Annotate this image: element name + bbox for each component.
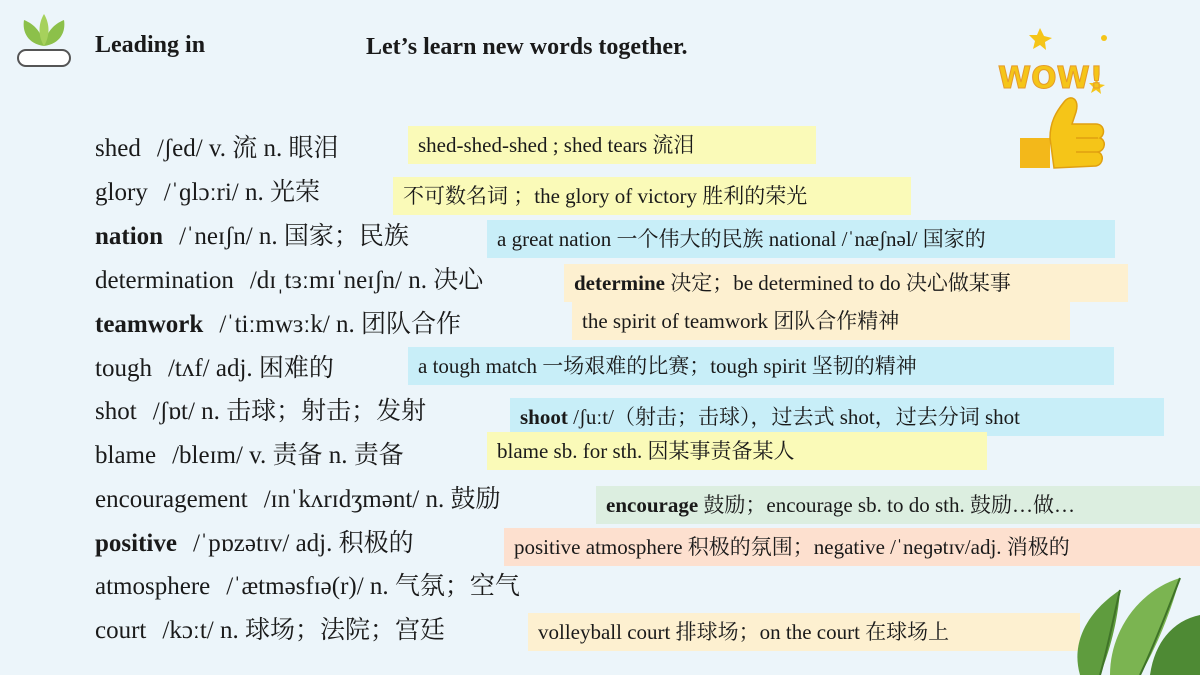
- vocab-row: [95, 128, 339, 164]
- plant-decoration: [1060, 560, 1200, 675]
- vocab-word: encouragement: [95, 486, 248, 513]
- vocab-definition: /ɪnˈkʌrɪdʒmənt/ n. 鼓励: [263, 486, 501, 513]
- vocab-note: [596, 486, 1200, 524]
- vocab-definition: /ʃɒt/ n. 击球；射击；发射: [152, 398, 427, 425]
- vocab-note: [564, 264, 1128, 302]
- vocab-definition: /ʃed/ v. 流 n. 眼泪: [156, 135, 339, 162]
- vocab-definition: /kɔːt/ n. 球场；法院；宫廷: [162, 617, 446, 644]
- vocab-word: nation: [95, 223, 164, 250]
- vocab-row: [95, 523, 414, 559]
- vocab-note-text: the spirit of teamwork 团队合作精神: [582, 309, 900, 333]
- vocab-word: atmosphere: [95, 573, 211, 600]
- vocab-definition: /bleɪm/ v. 责备 n. 责备: [172, 442, 404, 469]
- vocab-note-keyword: encourage: [606, 493, 699, 517]
- vocab-note-text: /ʃuːt/（射击；击球），过去式 shot，过去分词 shot: [567, 405, 1020, 429]
- vocab-row: [95, 391, 426, 427]
- vocab-note: [393, 177, 911, 215]
- vocab-word: court: [95, 617, 147, 644]
- vocab-note-text: positive atmosphere 积极的氛围；negative /ˈneɡətɪv/adj. 消极的: [514, 535, 1070, 559]
- vocab-note: [510, 398, 1164, 436]
- vocab-word: blame: [95, 442, 157, 469]
- vocab-definition: /tʌf/ adj. 困难的: [167, 355, 334, 382]
- vocab-note: [408, 347, 1114, 385]
- vocab-definition: /ˈætməsfɪə(r)/ n. 气氛；空气: [226, 573, 520, 600]
- vocab-note-text: 鼓励；encourage sb. to do sth. 鼓励…做…: [698, 493, 1075, 517]
- vocab-definition: /ˈneɪʃn/ n. 国家；民族: [179, 223, 409, 250]
- vocab-row: [95, 435, 404, 471]
- section-title: Leading in: [95, 32, 206, 58]
- vocab-word: determination: [95, 267, 234, 294]
- vocab-row: [95, 479, 500, 515]
- vocab-row: [95, 610, 445, 646]
- vocab-definition: /ˈɡlɔːri/ n. 光荣: [163, 179, 321, 206]
- vocab-note-text: a great nation 一个伟大的民族 national /ˈnæʃnəl/ 国家的: [497, 227, 986, 251]
- vocab-row: [95, 566, 520, 602]
- vocab-note: [408, 126, 816, 164]
- wow-thumbs-up-sticker: [992, 20, 1132, 170]
- vocab-definition: /ˈpɒzətɪv/ adj. 积极的: [192, 530, 414, 557]
- wow-text: WOW!: [998, 61, 1104, 96]
- vocab-note-text: blame sb. for sth. 因某事责备某人: [497, 439, 795, 463]
- vocab-note-text: 决定；be determined to do 决心做某事: [664, 271, 1011, 295]
- vocab-word: teamwork: [95, 311, 204, 338]
- vocab-note: [487, 220, 1115, 258]
- vocab-note-keyword: determine: [574, 271, 665, 295]
- vocab-row: [95, 172, 320, 208]
- vocab-note-text: shed-shed-shed ; shed tears 流泪: [418, 133, 695, 157]
- vocab-note: [572, 302, 1070, 340]
- vocab-word: positive: [95, 530, 177, 557]
- vocab-note: [487, 432, 987, 470]
- vocab-row: [95, 260, 483, 296]
- vocab-row: [95, 304, 461, 340]
- page-title: Let’s learn new words together.: [366, 34, 688, 60]
- vocab-note-text: 不可数名词 ；the glory of victory 胜利的荣光: [403, 184, 808, 208]
- vocab-note-keyword: shoot: [520, 405, 568, 429]
- vocab-definition: /ˈtiːmwɜːk/ n. 团队合作: [219, 311, 462, 338]
- vocab-word: shed: [95, 135, 141, 162]
- vocab-note-text: a tough match 一场艰难的比赛；tough spirit 坚韧的精神: [418, 354, 917, 378]
- vocab-word: tough: [95, 355, 152, 382]
- vocab-word: glory: [95, 179, 148, 206]
- leaf-logo-icon: [14, 10, 74, 70]
- vocab-word: shot: [95, 398, 137, 425]
- vocab-definition: /dɪˌtɜːmɪˈneɪʃn/ n. 决心: [249, 267, 484, 294]
- vocab-row: [95, 216, 409, 252]
- vocab-row: [95, 348, 334, 384]
- vocab-note-text: volleyball court 排球场；on the court 在球场上: [538, 620, 950, 644]
- vocab-note: [528, 613, 1080, 651]
